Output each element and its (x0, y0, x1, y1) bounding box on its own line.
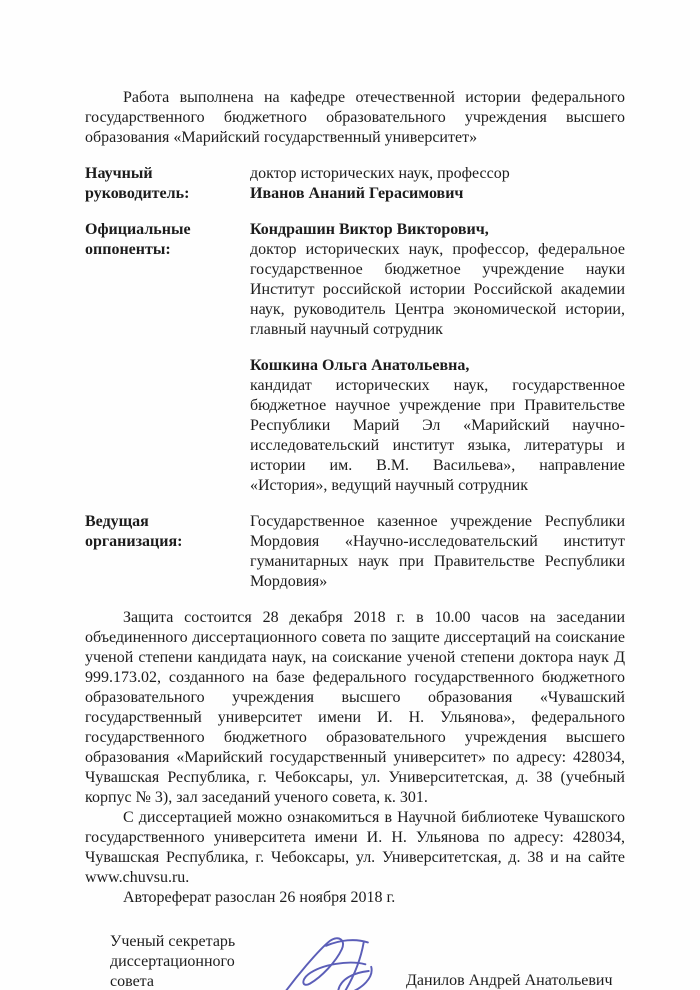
signature-section (110, 930, 625, 990)
leading-organization-row (85, 512, 625, 592)
leading-organization-label: Ведущая организация: (85, 513, 183, 550)
opponents-label: Официальные оппоненты: (85, 221, 191, 258)
opponent-first-name: Кондрашин Виктор Викторович, (250, 221, 489, 238)
signer-name: Данилов Андрей Анатольевич (406, 972, 613, 989)
supervisor-degree: доктор исторических наук, профессор (250, 165, 510, 182)
supervisor-info (250, 164, 625, 204)
document-content (85, 88, 625, 990)
opponent-first-description: доктор исторических наук, профессор, федеральное государственное бюджетное учреждение науки Институт российской истории Российской академии наук, руководитель Центра экономической истории, главный научный сотрудник (250, 241, 625, 338)
opponent-first (250, 220, 625, 340)
opponents-info (250, 220, 625, 496)
opponent-second-name: Кошкина Ольга Анатольевна, (250, 357, 470, 374)
supervisor-row (85, 164, 625, 204)
supervisor-name: Иванов Ананий Герасимович (250, 185, 464, 202)
intro-paragraph: Работа выполнена на кафедре отечественной истории федерального государственного бюджетного образовательного учреждения высшего образования «Марийский государственный университет» (85, 89, 625, 146)
signature-role-line2: диссертационного совета (110, 953, 235, 990)
opponents-row (85, 220, 625, 496)
library-paragraph: С диссертацией можно ознакомиться в Научной библиотеке Чувашского государственного университета имени И. Н. Ульянова по адресу: 428034, Чувашская Республика, г. Чебоксары, ул. Университетская, д. 38 и на сайте www.chuvsu.ru. (85, 809, 625, 886)
opponent-second-description: кандидат исторических наук, государственное бюджетное научное учреждение при Правительстве Республики Марий Эл «Марийский научно-исследовательский институт языка, литературы и истории им. В.М. Васильева», направление «История», ведущий научный сотрудник (250, 377, 625, 494)
opponent-second (250, 356, 625, 496)
signature-role (110, 932, 282, 990)
supervisor-label: Научный руководитель: (85, 165, 190, 202)
leading-organization-description: Государственное казенное учреждение Республики Мордовия «Научно-исследовательский институт гуманитарных наук при Правительстве Республики Мордовия» (250, 513, 625, 590)
defense-paragraph: Защита состоится 28 декабря 2018 г. в 10.00 часов на заседании объединенного диссертационного совета по защите диссертаций на соискание ученой степени кандидата наук, на соискание ученой степени доктора наук Д 999.173.02, созданного на базе федерального государственного бюджетного образовательного учреждения высшего образования «Чувашский государственный университет имени И. Н. Ульянова», федерального государственного бюджетного образовательного учреждения высшего образования «Марийский государственный университет» по адресу: 428034, Чувашская Республика, г. Чебоксары, ул. Университетская, д. 38 (учебный корпус № 3), зал заседаний ученого совета, к. 301. (85, 609, 625, 806)
signature-role-line1: Ученый секретарь (110, 933, 236, 950)
mailed-line: Автореферат разослан 26 ноября 2018 г. (123, 889, 396, 906)
handwritten-signature-icon (278, 930, 404, 990)
